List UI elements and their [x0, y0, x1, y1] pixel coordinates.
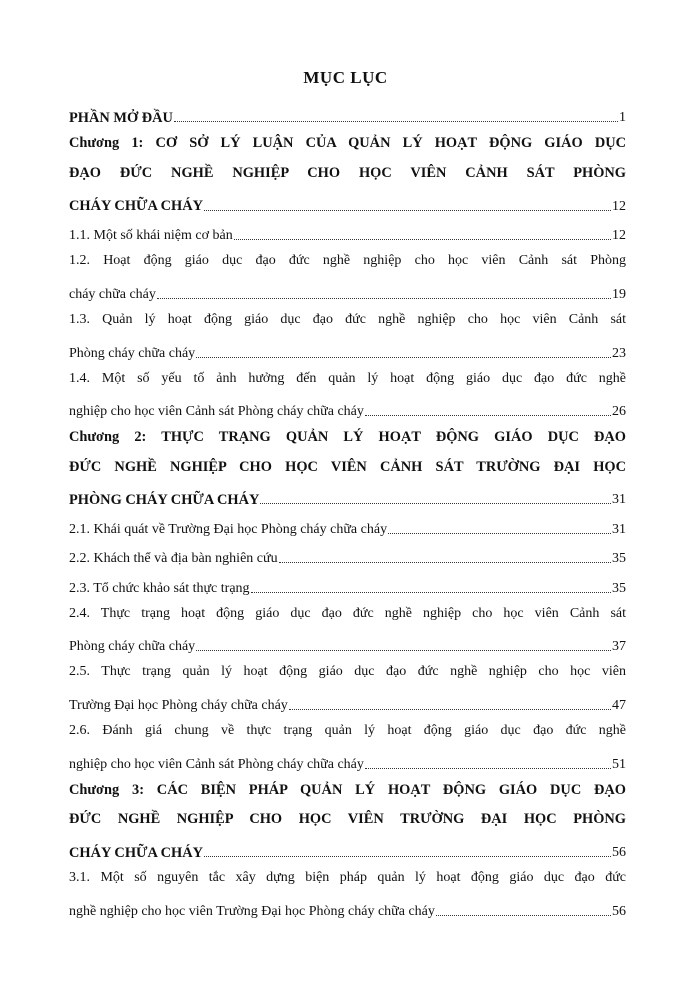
toc-entry-line — [69, 684, 626, 713]
dot-leader — [157, 298, 611, 299]
toc-entry-text: 2.3. Tổ chức khảo sát thực trạng — [69, 580, 250, 596]
dot-leader — [388, 533, 611, 534]
dot-leader — [196, 650, 611, 651]
dot-leader — [204, 856, 611, 857]
toc-page-number: 35 — [612, 551, 626, 567]
toc-entry-text: PHÒNG CHÁY CHỮA CHÁY — [69, 492, 260, 509]
toc-entry-text: 2.1. Khái quát về Trường Đại học Phòng cháy chữa cháy — [69, 521, 388, 537]
toc-entry-line — [69, 625, 626, 654]
toc-page-number: 47 — [612, 698, 626, 714]
page-title: MỤC LỤC — [303, 68, 388, 87]
toc-page-number: 51 — [612, 756, 626, 772]
toc-entry-text: 2.2. Khách thể và địa bàn nghiên cứu — [69, 551, 278, 567]
toc-page-number: 12 — [612, 198, 626, 214]
toc-entry-line — [69, 772, 626, 801]
toc-entry-line — [69, 743, 626, 772]
toc-entry-line — [69, 331, 626, 360]
toc-entry-line — [69, 478, 626, 507]
toc-entry-text: 2.4. Thực trạng hoạt động giáo dục đạo đức nghề nghiệp cho học viên Cảnh sát — [69, 605, 626, 621]
toc-entry-text: ĐẠO ĐỨC NGHỀ NGHIỆP CHO HỌC VIÊN CẢNH SÁT PHÒNG — [69, 164, 626, 181]
toc-entry-line — [69, 801, 626, 830]
dot-leader — [260, 503, 611, 504]
toc-entry-text: ĐỨC NGHỀ NGHIỆP CHO HỌC VIÊN TRƯỜNG ĐẠI HỌC PHÒNG — [69, 811, 626, 828]
dot-leader — [279, 562, 611, 563]
toc-entry-text: 2.6. Đánh giá chung về thực trạng quản lý hoạt động giáo dục đạo đức nghề — [69, 723, 626, 739]
toc-entry-line — [69, 419, 626, 448]
toc-entry-text: 1.4. Một số yếu tố ảnh hưởng đến quản lý hoạt động giáo dục đạo đức nghề — [69, 370, 626, 386]
toc-page-number: 31 — [612, 492, 626, 508]
toc-entry-line — [69, 125, 626, 154]
toc-entry-line — [69, 214, 626, 243]
toc-page-number: 37 — [612, 639, 626, 655]
dot-leader — [234, 239, 611, 240]
toc-entry-text: nghiệp cho học viên Cảnh sát Phòng cháy chữa cháy — [69, 404, 364, 420]
toc-entry-line — [69, 537, 626, 566]
toc-entry-text: Trường Đại học Phòng cháy chữa cháy — [69, 698, 288, 714]
toc-page-number: 31 — [612, 521, 626, 537]
dot-leader — [174, 121, 618, 122]
toc-entry-text: 3.1. Một số nguyên tắc xây dựng biện pháp quản lý hoạt động giáo dục đạo đức — [69, 870, 626, 886]
toc-entry-text: 2.5. Thực trạng quản lý hoạt động giáo dục đạo đức nghề nghiệp cho học viên — [69, 664, 626, 680]
toc-entry-line — [69, 302, 626, 331]
toc-entry-text: nghề nghiệp cho học viên Trường Đại học Phòng cháy chữa cháy — [69, 903, 435, 919]
toc-entry-line — [69, 596, 626, 625]
toc-entry-line — [69, 507, 626, 536]
dot-leader — [204, 210, 611, 211]
toc-entry-line — [69, 566, 626, 595]
toc-page-number: 56 — [612, 903, 626, 919]
toc-entry-line — [69, 449, 626, 478]
toc-entry-line — [69, 860, 626, 889]
toc-entry-text: ĐỨC NGHỀ NGHIỆP CHO HỌC VIÊN CẢNH SÁT TRƯỜNG ĐẠI HỌC — [69, 458, 626, 475]
toc-page-number: 56 — [612, 845, 626, 861]
dot-leader — [196, 357, 611, 358]
toc-entry-text: 1.2. Hoạt động giáo dục đạo đức nghề nghiệp cho học viên Cảnh sát Phòng — [69, 252, 626, 268]
toc-entry-text: Phòng cháy chữa cháy — [69, 345, 196, 361]
toc-page-number: 1 — [619, 110, 626, 126]
toc-entry-line — [69, 890, 626, 919]
toc-entry-text: Chương 1: CƠ SỞ LÝ LUẬN CỦA QUẢN LÝ HOẠT ĐỘNG GIÁO DỤC — [69, 135, 626, 152]
toc-entry-text: cháy chữa cháy — [69, 286, 156, 302]
dot-leader — [365, 415, 611, 416]
toc-entry-line — [69, 390, 626, 419]
toc-entry-line — [69, 831, 626, 860]
toc-entry-line — [69, 243, 626, 272]
toc-entry-text: 1.1. Một số khái niệm cơ bản — [69, 227, 233, 243]
toc-entry-line — [69, 184, 626, 213]
toc-entry-line — [69, 654, 626, 683]
toc-page-number: 12 — [612, 227, 626, 243]
toc-page-number: 35 — [612, 580, 626, 596]
toc-entry-text: 1.3. Quản lý hoạt động giáo dục đạo đức nghề nghiệp cho học viên Cảnh sát — [69, 311, 626, 327]
toc-entry-text: nghiệp cho học viên Cảnh sát Phòng cháy chữa cháy — [69, 756, 364, 772]
toc-entry-text: CHÁY CHỮA CHÁY — [69, 198, 204, 215]
table-of-contents — [69, 96, 626, 919]
toc-page-number: 26 — [612, 404, 626, 420]
toc-page-number: 19 — [612, 286, 626, 302]
dot-leader — [365, 768, 611, 769]
dot-leader — [289, 709, 611, 710]
dot-leader — [436, 915, 611, 916]
toc-entry-text: Chương 2: THỰC TRẠNG QUẢN LÝ HOẠT ĐỘNG GIÁO DỤC ĐẠO — [69, 429, 626, 446]
toc-page-number: 23 — [612, 345, 626, 361]
toc-entry-line — [69, 272, 626, 301]
toc-entry-text: Phòng cháy chữa cháy — [69, 639, 196, 655]
toc-entry-line — [69, 713, 626, 742]
toc-entry-line — [69, 361, 626, 390]
toc-entry-text: PHẦN MỞ ĐẦU — [69, 109, 173, 126]
toc-entry-text: CHÁY CHỮA CHÁY — [69, 844, 204, 861]
toc-entry-line — [69, 96, 626, 125]
toc-entry-line — [69, 155, 626, 184]
toc-entry-text: Chương 3: CÁC BIỆN PHÁP QUẢN LÝ HOẠT ĐỘNG GIÁO DỤC ĐẠO — [69, 781, 626, 798]
dot-leader — [251, 592, 611, 593]
